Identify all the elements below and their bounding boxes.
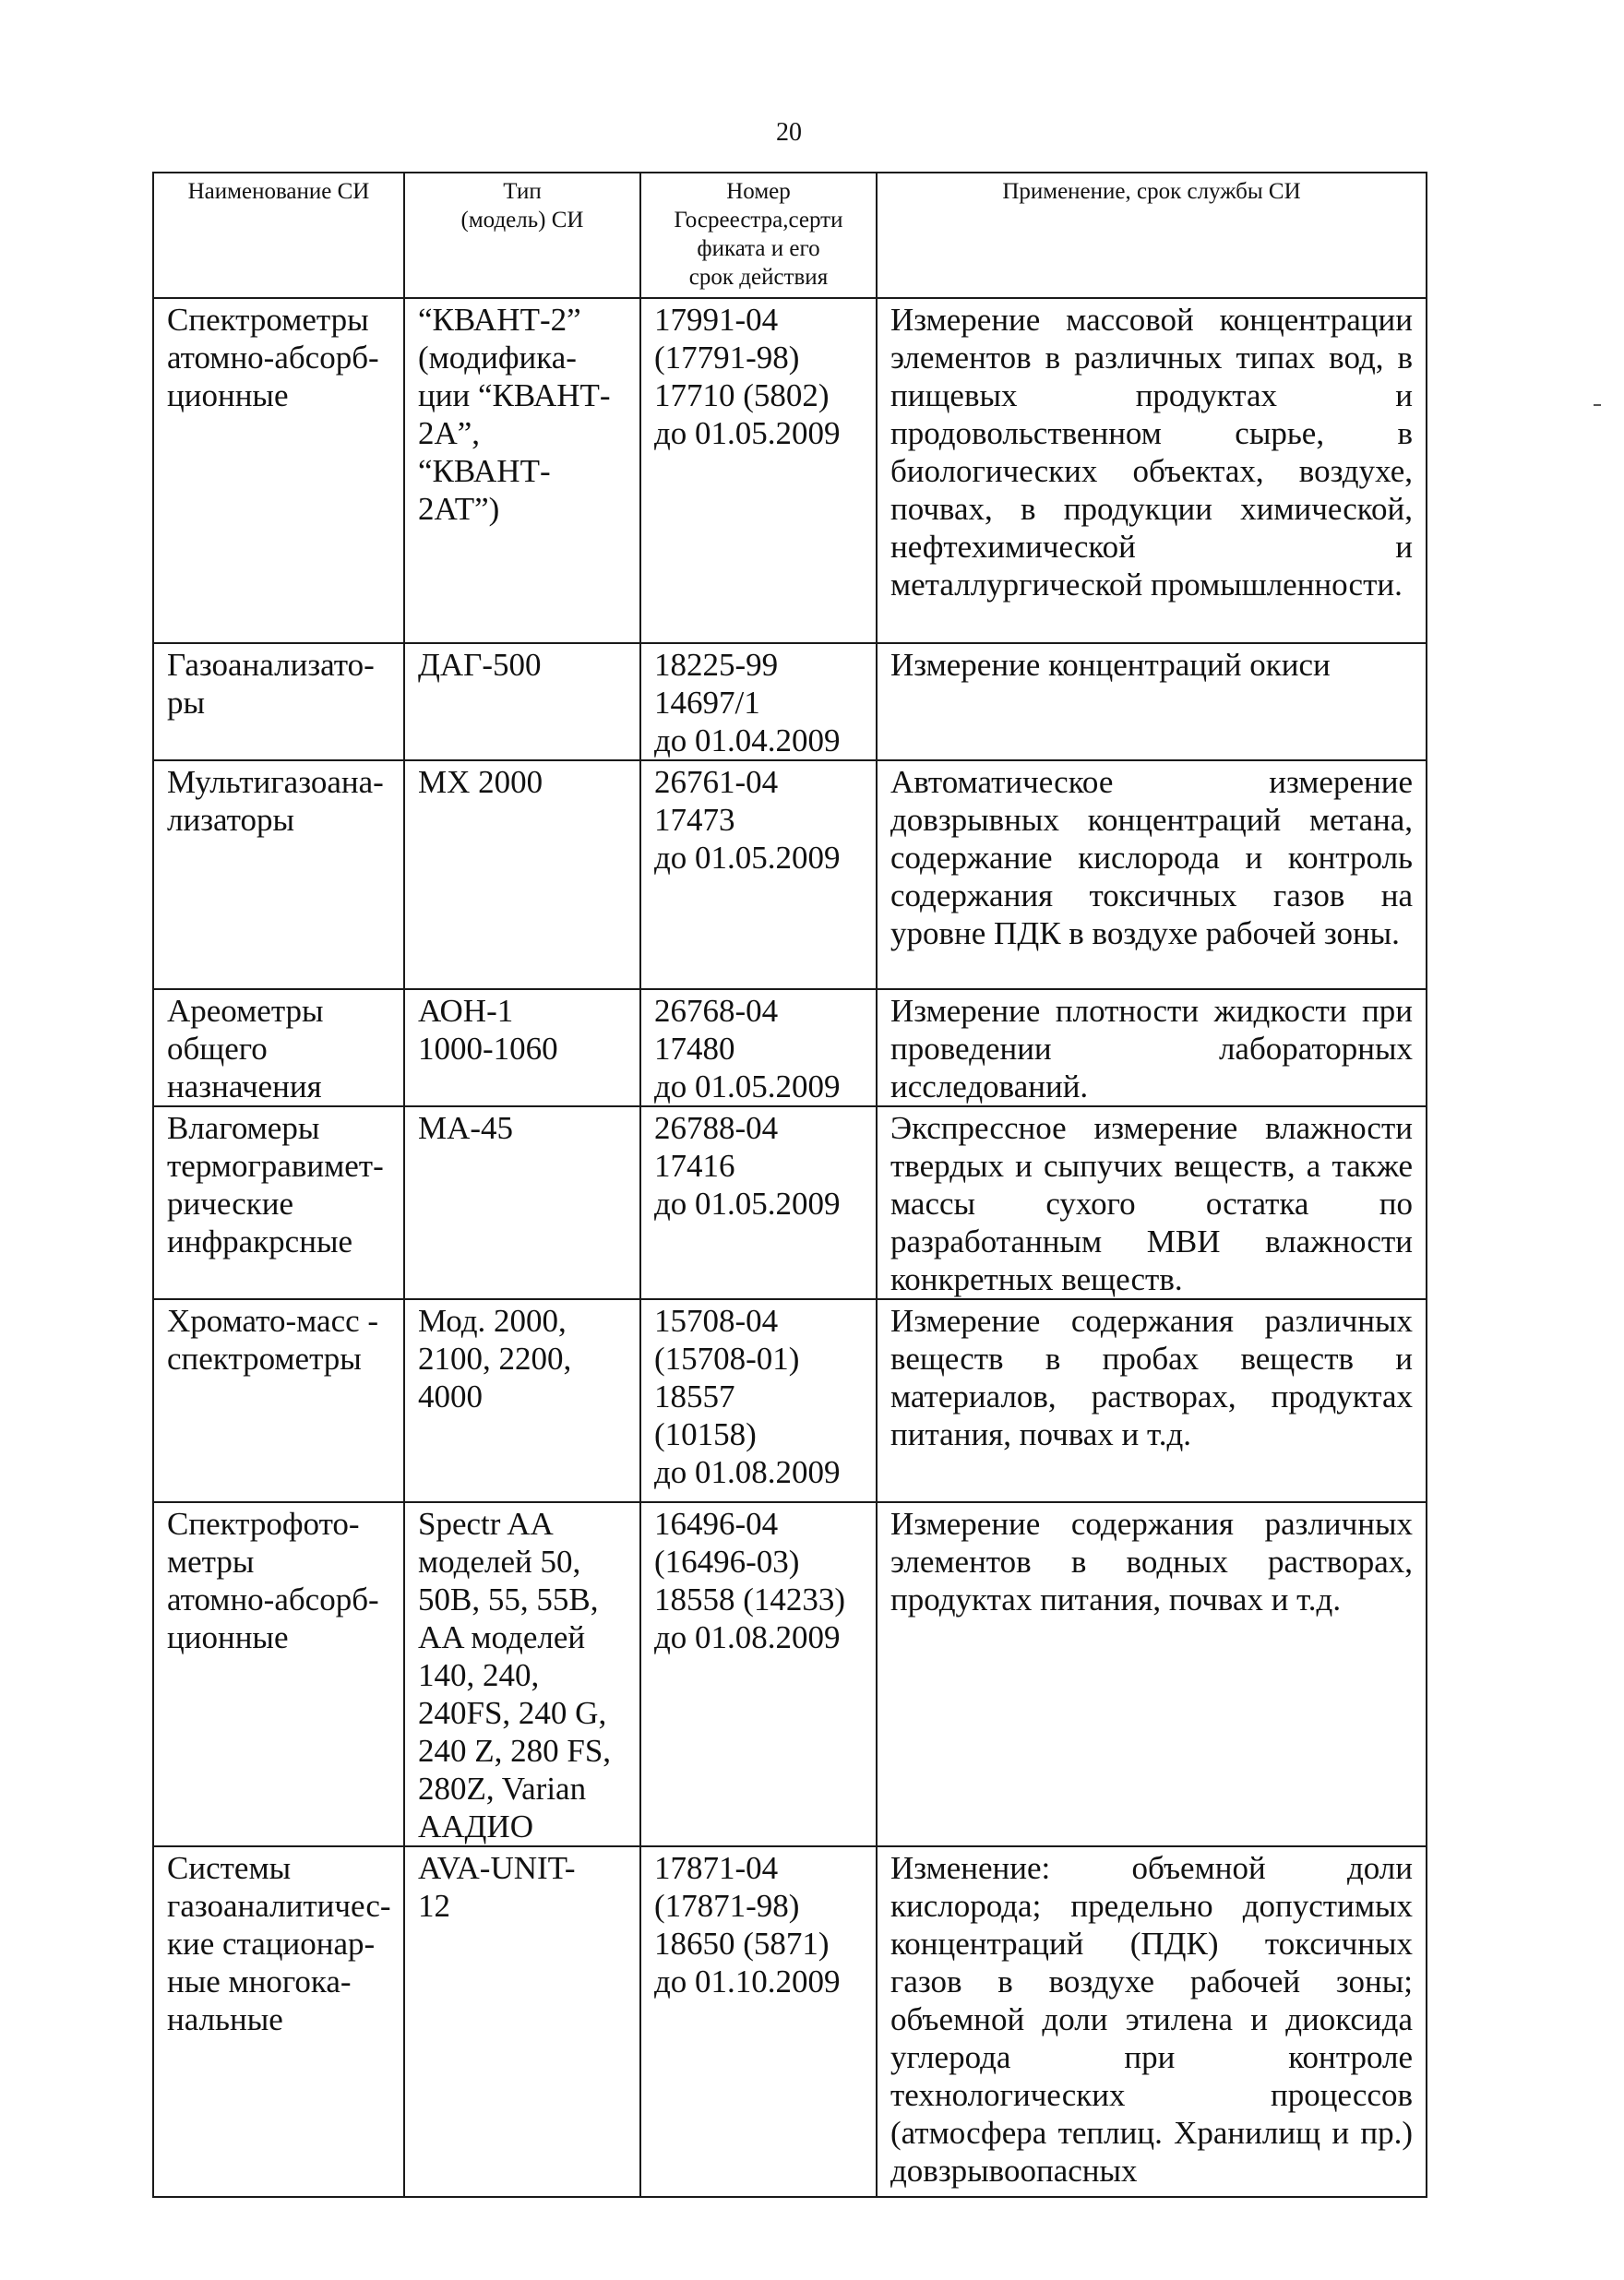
table-row — [153, 298, 1427, 643]
cell-type: AVA-UNIT- 12 — [404, 1846, 640, 2197]
cell-registry: 18225-99 14697/1 до 01.04.2009 — [640, 643, 877, 760]
cell-registry: 17871-04 (17871-98) 18650 (5871) до 01.10.2009 — [640, 1846, 877, 2197]
header-registry: Номер Госреестра,серти фиката и его срок действия — [640, 173, 877, 298]
header-application: Применение, срок службы СИ — [877, 173, 1427, 298]
cell-name: Спектрометры атомно-абсорб- ционные — [153, 298, 404, 643]
table-row — [153, 989, 1427, 1106]
cell-application: Измерение содержания различных элементов в водных растворах, продуктах питания, почвах и т.д. — [877, 1502, 1427, 1846]
cell-name: Влагомеры термогравимет- рические инфракрсные — [153, 1106, 404, 1299]
page-number: 20 — [776, 118, 802, 147]
cell-application: Изменение: объемной доли кислорода; предельно допустимых концентраций (ПДК) токсичных газов в воздухе рабочей зоны; объемной доли этилена и диоксида углерода при контроле технологических процессов (атмосфера теплиц. Хранилищ и пр.) довзрывоопасных — [877, 1846, 1427, 2197]
table-row — [153, 760, 1427, 989]
cell-name: Ареометры общего назначения — [153, 989, 404, 1106]
table-header-row — [153, 173, 1427, 298]
cell-type: “КВАНТ-2” (модифика- ции “КВАНТ- 2А”, “КВАНТ- 2АТ”) — [404, 298, 640, 643]
cell-name: Хромато-масс - спектрометры — [153, 1299, 404, 1502]
cell-name: Мультигазоана- лизаторы — [153, 760, 404, 989]
cell-name: Системы газоаналитичес- кие стационар- ные многока- нальные — [153, 1846, 404, 2197]
cell-application: Измерение плотности жидкости при проведении лабораторных исследований. — [877, 989, 1427, 1106]
table-row — [153, 1299, 1427, 1502]
cell-registry: 17991-04 (17791-98) 17710 (5802) до 01.05.2009 — [640, 298, 877, 643]
cell-application: Автоматическое измерение довзрывных концентраций метана, содержание кислорода и контроль содержания токсичных газов на уровне ПДК в воздухе рабочей зоны. — [877, 760, 1427, 989]
cell-type: МА-45 — [404, 1106, 640, 1299]
instruments-table — [152, 172, 1427, 2198]
cell-registry: 26788-04 17416 до 01.05.2009 — [640, 1106, 877, 1299]
header-type: Тип (модель) СИ — [404, 173, 640, 298]
header-name: Наименование СИ — [153, 173, 404, 298]
margin-mark — [1594, 404, 1601, 406]
cell-registry: 26768-04 17480 до 01.05.2009 — [640, 989, 877, 1106]
table-row — [153, 1106, 1427, 1299]
cell-name: Газоанализато- ры — [153, 643, 404, 760]
cell-application: Измерение массовой концентрации элементов в различных типах вод, в пищевых продуктах и продовольственном сырье, в биологических объектах, воздухе, почвах, в продукции химической, нефтехимической и металлургической промышленности. — [877, 298, 1427, 643]
cell-type: Мод. 2000, 2100, 2200, 4000 — [404, 1299, 640, 1502]
cell-type: Spectr AA моделей 50, 50B, 55, 55B, AA моделей 140, 240, 240FS, 240 G, 240 Z, 280 FS, 280Z, Varian ААДИО — [404, 1502, 640, 1846]
cell-name: Спектрофото- метры атомно-абсорб- ционные — [153, 1502, 404, 1846]
table-row — [153, 1846, 1427, 2197]
cell-type: ДАГ-500 — [404, 643, 640, 760]
cell-registry: 16496-04 (16496-03) 18558 (14233) до 01.08.2009 — [640, 1502, 877, 1846]
cell-application: Измерение содержания различных веществ в пробах веществ и материалов, растворах, продуктах питания, почвах и т.д. — [877, 1299, 1427, 1502]
cell-type: АОН-1 1000-1060 — [404, 989, 640, 1106]
cell-registry: 15708-04 (15708-01) 18557 (10158) до 01.08.2009 — [640, 1299, 877, 1502]
cell-application: Экспрессное измерение влажности твердых и сыпучих веществ, а также массы сухого остатка по разработанным МВИ влажности конкретных веществ. — [877, 1106, 1427, 1299]
cell-application: Измерение концентраций окиси — [877, 643, 1427, 760]
table-row — [153, 1502, 1427, 1846]
cell-type: МХ 2000 — [404, 760, 640, 989]
table-row — [153, 643, 1427, 760]
cell-registry: 26761-04 17473 до 01.05.2009 — [640, 760, 877, 989]
